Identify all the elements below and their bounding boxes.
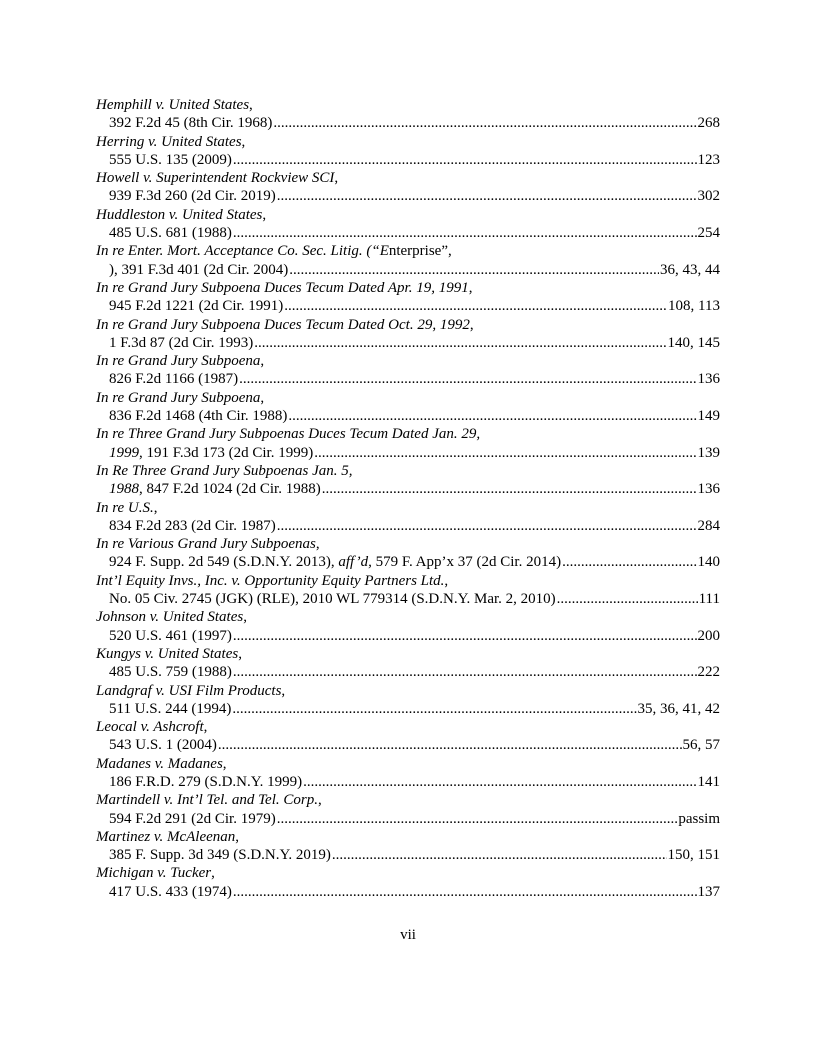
case-name: Landgraf v. USI Film Products (96, 682, 282, 699)
citation-text: 939 F.3d 260 (2d Cir. 2019) (109, 188, 276, 205)
authority-entry (96, 645, 720, 682)
page-references: 140, 145 (667, 334, 720, 351)
case-name-suffix: , (153, 499, 158, 516)
citation-text: 520 U.S. 461 (1997) (109, 627, 232, 644)
case-name-line (96, 169, 720, 187)
citation (109, 700, 231, 718)
citation (109, 663, 232, 681)
citation-line (96, 444, 720, 462)
citation-text: 924 F. Supp. 2d 549 (S.D.N.Y. 2013), (109, 554, 339, 571)
citation-text: , 847 F.2d 1024 (2d Cir. 1988) (139, 481, 321, 498)
case-name-line (96, 791, 720, 809)
citation (109, 224, 232, 242)
page-references: 268 (697, 115, 720, 132)
page-references: 149 (697, 408, 720, 425)
citation-text: 594 F.2d 291 (2d Cir. 1979) (109, 810, 276, 827)
case-name: In re U.S. (96, 499, 154, 516)
page-references: 136 (697, 371, 720, 388)
citation-line (96, 114, 720, 132)
citation (109, 627, 232, 645)
citation (109, 883, 232, 901)
authority-entry (96, 828, 720, 865)
case-name-suffix: , (315, 536, 320, 553)
citation-text: 417 U.S. 433 (1974) (109, 883, 232, 900)
dot-leader (284, 297, 667, 315)
case-name-suffix: , (262, 206, 267, 223)
citation (109, 261, 288, 279)
case-name: In re Grand Jury Subpoena Duces Tecum Dated Apr. 19, 1991 (96, 279, 469, 296)
page-references: passim (678, 810, 720, 827)
authority-entry (96, 718, 720, 755)
citation (109, 297, 283, 315)
case-name: In re Enter. Mort. Acceptance Co. Sec. Litig. (“E (96, 243, 389, 260)
citation-rest: 579 F. App’x 37 (2d Cir. 2014) (371, 554, 562, 571)
citation (109, 114, 272, 132)
dot-leader (277, 517, 697, 535)
case-name: Huddleston v. United States (96, 206, 263, 223)
citation-line (96, 846, 720, 864)
authority-entry (96, 499, 720, 536)
case-name-suffix: nterprise”, (388, 243, 452, 260)
case-name-line (96, 352, 720, 370)
page-references: 222 (697, 664, 720, 681)
dot-leader (277, 810, 678, 828)
authority-entry (96, 316, 720, 353)
dot-leader (288, 407, 696, 425)
citation (109, 370, 238, 388)
authority-entry (96, 572, 720, 609)
case-name: In re Three Grand Jury Subpoenas Duces Tecum Dated Jan. 29, (96, 426, 481, 443)
case-name: In Re Three Grand Jury Subpoenas Jan. 5, (96, 462, 353, 479)
case-name-suffix: , (235, 828, 240, 845)
page-references: 254 (697, 225, 720, 242)
case-name-suffix: , (241, 133, 246, 150)
authority-entry (96, 608, 720, 645)
case-name: In re Various Grand Jury Subpoenas (96, 536, 316, 553)
citation-line (96, 187, 720, 205)
case-name: Madanes v. Madanes (96, 755, 223, 772)
citation (109, 334, 253, 352)
case-name: Martinez v. McAleenan (96, 828, 236, 845)
citation (109, 810, 276, 828)
case-name-suffix: , (249, 97, 253, 113)
dot-leader (232, 700, 636, 718)
case-name-line (96, 96, 720, 114)
authority-entry (96, 352, 720, 389)
page-references: 284 (697, 517, 720, 534)
citation-italic-prefix: 1999 (109, 444, 139, 461)
citation-line (96, 736, 720, 754)
citation-text: 826 F.2d 1166 (1987) (109, 371, 239, 388)
citation-text: 385 F. Supp. 3d 349 (S.D.N.Y. 2019) (109, 847, 331, 864)
citation-line (96, 590, 720, 608)
citation-line (96, 370, 720, 388)
authority-entry (96, 425, 720, 462)
citation-text: 186 F.R.D. 279 (S.D.N.Y. 1999) (109, 773, 303, 790)
case-name-line (96, 535, 720, 553)
citation-line (96, 553, 720, 571)
page-references: 302 (697, 188, 720, 205)
dot-leader (273, 114, 696, 132)
case-name-line (96, 828, 720, 846)
citation-text: 485 U.S. 759 (1988) (109, 664, 232, 681)
case-name-suffix: , (238, 645, 242, 662)
citation (109, 773, 302, 791)
case-name-suffix: , (334, 170, 339, 187)
authority-entry (96, 389, 720, 426)
dot-leader (322, 480, 697, 498)
dot-leader (277, 187, 697, 205)
citation-text: 543 U.S. 1 (2004) (109, 737, 217, 754)
citation (109, 846, 331, 864)
citation-text: 945 F.2d 1221 (2d Cir. 1991) (109, 298, 284, 315)
dot-leader (233, 224, 697, 242)
authority-entry (96, 535, 720, 572)
dot-leader (233, 627, 697, 645)
citation-line (96, 151, 720, 169)
authority-entry (96, 755, 720, 792)
page-number: vii (400, 927, 416, 943)
case-name-line (96, 462, 720, 480)
citation (109, 407, 287, 425)
case-name: In re Grand Jury Subpoena (96, 353, 261, 370)
case-name-suffix: , (211, 865, 215, 882)
dot-leader (233, 151, 697, 169)
case-name-suffix: , (444, 572, 449, 589)
page-references: 136 (697, 481, 720, 498)
case-name-line (96, 755, 720, 773)
case-name: Johnson v. United States (96, 609, 244, 626)
dot-leader (218, 736, 682, 754)
citation-line (96, 224, 720, 242)
citation-line (96, 663, 720, 681)
authority-entry (96, 864, 720, 901)
dot-leader (314, 444, 696, 462)
citation-line (96, 810, 720, 828)
case-name-line (96, 608, 720, 626)
citation-text: , 191 F.3d 173 (2d Cir. 1999) (139, 444, 314, 461)
citation-line (96, 334, 720, 352)
page-references: 35, 36, 41, 42 (637, 700, 720, 717)
citation-text: 1 F.3d 87 (2d Cir. 1993) (109, 334, 254, 351)
citation-text: 836 F.2d 1468 (4th Cir. 1988) (109, 408, 288, 425)
citation (109, 553, 561, 571)
citation-text: 555 U.S. 135 (2009) (109, 151, 232, 168)
page-references: 108, 113 (668, 298, 720, 315)
citation (109, 517, 276, 535)
citation-line (96, 480, 720, 498)
case-name: Howell v. Superintendent Rockview SCI (96, 170, 335, 187)
citation-text: ), 391 F.3d 401 (2d Cir. 2004) (109, 261, 289, 278)
citation (109, 590, 556, 608)
page-references: 140 (697, 554, 720, 571)
citation-italic-prefix: 1988 (109, 481, 139, 498)
authority-entry (96, 791, 720, 828)
dot-leader (303, 773, 696, 791)
dot-leader (239, 370, 696, 388)
case-name-line (96, 645, 720, 663)
case-name: Michigan v. Tucker (96, 865, 212, 882)
citation-line (96, 517, 720, 535)
case-name-line (96, 864, 720, 882)
case-name-suffix: , (468, 279, 473, 296)
citation-line (96, 773, 720, 791)
case-name-line (96, 279, 720, 297)
citation-line (96, 627, 720, 645)
case-name-suffix: , (243, 609, 247, 626)
case-name-line (96, 499, 720, 517)
case-name: Herring v. United States (96, 133, 242, 150)
dot-leader (233, 883, 697, 901)
case-name-suffix: , (222, 755, 227, 772)
citation-text: 392 F.2d 45 (8th Cir. 1968) (109, 115, 273, 132)
dot-leader (289, 261, 659, 279)
case-name-line (96, 718, 720, 736)
citation-italic-mid: aff’d, (338, 554, 372, 571)
case-name-line (96, 133, 720, 151)
page-references: 200 (697, 627, 720, 644)
authority-entry (96, 169, 720, 206)
page-references: 150, 151 (667, 847, 720, 864)
citation-text: 834 F.2d 283 (2d Cir. 1987) (109, 517, 276, 534)
citation-text: No. 05 Civ. 2745 (JGK) (RLE), 2010 WL 779314 (S.D.N.Y. Mar. 2, 2010) (109, 591, 556, 608)
table-of-authorities (96, 96, 720, 901)
authority-entry (96, 242, 720, 279)
authority-entry (96, 96, 720, 133)
case-name: Hemphill v. United States (96, 97, 250, 113)
page-references: 36, 43, 44 (660, 261, 720, 278)
citation-line (96, 261, 720, 279)
dot-leader (233, 663, 697, 681)
case-name-suffix: , (281, 682, 286, 699)
authority-entry (96, 133, 720, 170)
page-references: 139 (697, 444, 720, 461)
dot-leader (557, 590, 698, 608)
dot-leader (332, 846, 667, 864)
authority-entry (96, 682, 720, 719)
case-name-line (96, 682, 720, 700)
dot-leader (562, 553, 696, 571)
page-references: 111 (698, 591, 720, 608)
case-name-line (96, 242, 720, 260)
case-name-line (96, 206, 720, 224)
citation (109, 480, 321, 498)
authority-entry (96, 206, 720, 243)
citation-line (96, 700, 720, 718)
citation (109, 444, 313, 462)
case-name: Kungys v. United States (96, 645, 239, 662)
case-name-line (96, 572, 720, 590)
page-references: 123 (697, 151, 720, 168)
page-references: 56, 57 (682, 737, 720, 754)
case-name: Int’l Equity Invs., Inc. v. Opportunity Equity Partners Ltd. (96, 572, 445, 589)
case-name-suffix: , (203, 719, 208, 736)
citation (109, 151, 232, 169)
case-name: In re Grand Jury Subpoena (96, 389, 261, 406)
case-name-line (96, 425, 720, 443)
citation (109, 736, 217, 754)
authority-entry (96, 279, 720, 316)
citation-text: 485 U.S. 681 (1988) (109, 225, 232, 242)
case-name-line (96, 389, 720, 407)
authority-entry (96, 462, 720, 499)
case-name-line (96, 316, 720, 334)
case-name: Leocal v. Ashcroft (96, 719, 204, 736)
case-name-suffix: , (469, 316, 474, 333)
citation-line (96, 407, 720, 425)
case-name-suffix: , (260, 353, 265, 370)
citation-line (96, 297, 720, 315)
citation-line (96, 883, 720, 901)
page-references: 141 (697, 773, 720, 790)
case-name: Martindell v. Int’l Tel. and Tel. Corp. (96, 792, 318, 809)
citation (109, 187, 276, 205)
case-name-suffix: , (260, 389, 265, 406)
citation-text: 511 U.S. 244 (1994) (109, 700, 232, 717)
case-name: In re Grand Jury Subpoena Duces Tecum Dated Oct. 29, 1992 (96, 316, 470, 333)
page-references: 137 (697, 883, 720, 900)
dot-leader (254, 334, 666, 352)
case-name-suffix: , (317, 792, 322, 809)
